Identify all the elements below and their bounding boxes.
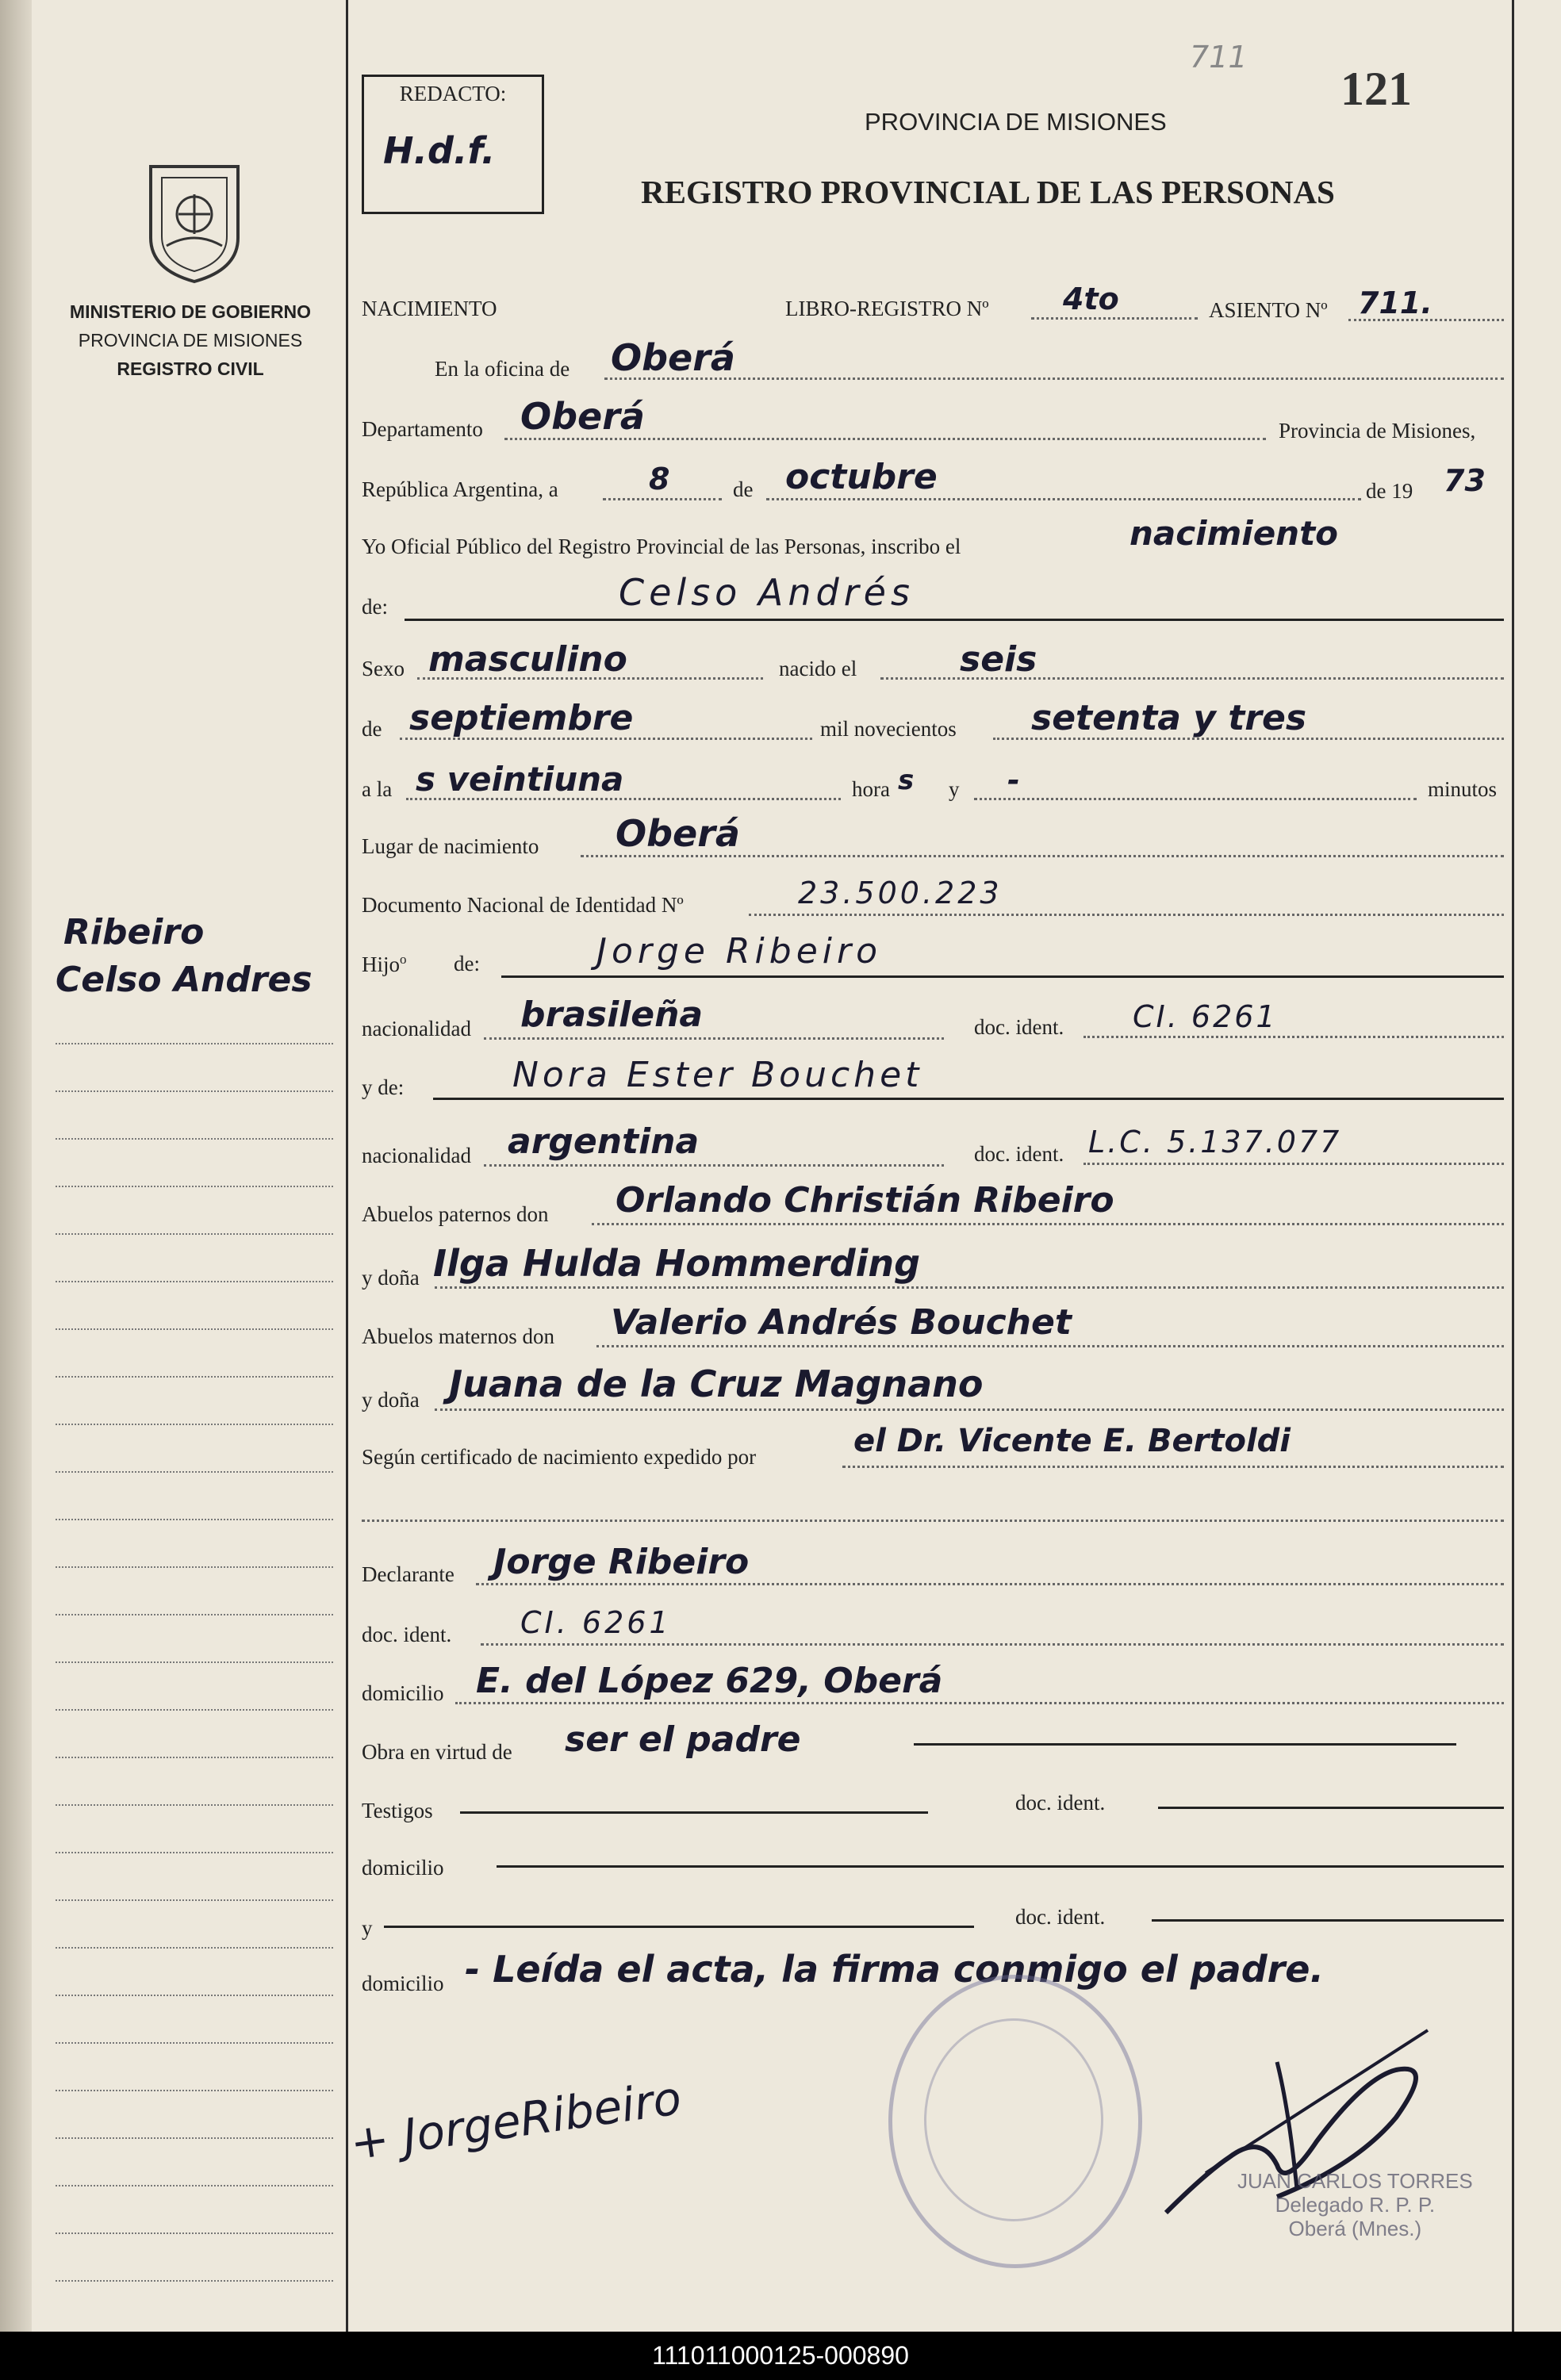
redacto-initials: H.d.f.: [383, 129, 496, 172]
nac-padre-label: nacionalidad: [362, 1017, 471, 1041]
folio-handwritten: 711: [1190, 40, 1248, 75]
hora-suffix: s: [898, 765, 915, 796]
nacido-label: nacido el: [779, 657, 857, 680]
obra-label: Obra en virtud de: [362, 1740, 512, 1764]
obra-value: ser el padre: [565, 1719, 801, 1760]
de-label: de: [733, 477, 754, 501]
margin-surname: Ribeiro: [63, 912, 205, 952]
ministry-line3: REGISTRO CIVIL: [117, 358, 264, 379]
doc-madre-value: L.C. 5.137.077: [1088, 1125, 1342, 1159]
nombre-label: de:: [362, 595, 388, 619]
cert-label: Según certificado de nacimiento expedido por: [362, 1445, 757, 1469]
mes-value: octubre: [785, 457, 938, 497]
ministry-line1: MINISTERIO DE GOBIERNO: [69, 301, 312, 322]
mil-label: mil novecientos: [820, 717, 957, 741]
nac-madre-label: nacionalidad: [362, 1144, 471, 1167]
inscribo-value: nacimiento: [1130, 514, 1339, 553]
y-label: y: [949, 777, 960, 801]
folio-number: 121: [1340, 63, 1412, 115]
anio-nac-value: setenta y tres: [1031, 698, 1307, 738]
delegado-stamp: [1237, 2169, 1473, 2240]
declarante-label: Declarante: [362, 1562, 454, 1586]
madre-value: Nora Ester Bouchet: [512, 1055, 923, 1095]
provincial-seal-icon: [135, 151, 254, 286]
lugar-label: Lugar de nacimiento: [362, 834, 539, 858]
nacido-value: seis: [960, 639, 1037, 680]
cierre-text: - Leída el acta, la firma conmigo el padre.: [465, 1948, 1324, 1991]
redacto-label: REDACTO:: [399, 82, 507, 105]
minutos-value: -: [1007, 763, 1020, 798]
left-margin-rule: [346, 0, 348, 2332]
asiento-label: ASIENTO Nº: [1209, 298, 1328, 322]
de19-label: de 19: [1366, 479, 1413, 503]
registro-heading: REGISTRO PROVINCIAL DE LAS PERSONAS: [641, 174, 1335, 210]
declarante-value: Jorge Ribeiro: [493, 1542, 750, 1582]
redacto-box: [362, 75, 544, 214]
docdecl-value: CI. 6261: [520, 1605, 672, 1640]
asiento-value: 711.: [1358, 286, 1433, 320]
departamento-value: Oberá: [520, 395, 645, 438]
yde-label: y de:: [362, 1075, 405, 1099]
document-footer-code: 111011000125-000890: [0, 2332, 1561, 2380]
doc-padre-label: doc. ident.: [974, 1015, 1064, 1039]
ab-mat-value: Valerio Andrés Bouchet: [611, 1302, 1072, 1343]
nombre-value: Celso Andrés: [619, 571, 915, 614]
oficina-value: Oberá: [611, 336, 735, 379]
lugar-value: Oberá: [616, 812, 740, 855]
nac-madre-value: argentina: [508, 1121, 700, 1162]
margin-given-name: Celso Andres: [56, 960, 313, 1000]
republica-label: República Argentina, a: [362, 477, 558, 501]
padre-value: Jorge Ribeiro: [596, 931, 883, 972]
dni-label: Documento Nacional de Identidad Nº: [362, 893, 684, 917]
hijo-label: Hijo: [362, 952, 401, 976]
delegado-place: Oberá (Mnes.): [1288, 2217, 1422, 2240]
ab-mat-label: Abuelos maternos don: [362, 1324, 554, 1348]
ala-label: a la: [362, 777, 393, 801]
sexo-value: masculino: [428, 639, 627, 680]
ydona-label: y doña: [362, 1266, 420, 1290]
ministry-line2: PROVINCIA DE MISIONES: [78, 330, 303, 351]
declarante-signature: + JorgeRibeiro: [347, 2071, 685, 2171]
delegado-name: JUAN CARLOS TORRES: [1237, 2169, 1473, 2193]
mes-nac-value: septiembre: [409, 698, 634, 738]
testigos-domicilio-label: domicilio: [362, 1856, 444, 1880]
provincia-heading: PROVINCIA DE MISIONES: [865, 108, 1167, 136]
libro-label: LIBRO-REGISTRO Nº: [785, 297, 989, 320]
official-stamp: [888, 1975, 1142, 2268]
delegado-role: Delegado R. P. P.: [1275, 2193, 1436, 2217]
ab-pat-value: Orlando Christián Ribeiro: [616, 1180, 1114, 1221]
oficina-label: En la oficina de: [435, 357, 570, 381]
doc-padre-value: CI. 6261: [1133, 999, 1278, 1034]
libro-value: 4to: [1063, 282, 1119, 316]
docdecl-label: doc. ident.: [362, 1623, 452, 1646]
testigos-doc-label: doc. ident.: [1015, 1791, 1106, 1815]
domicilio-label: domicilio: [362, 1681, 444, 1705]
y2-label: y: [362, 1916, 373, 1940]
provincia-label: Provincia de Misiones,: [1279, 419, 1476, 443]
ab-pat-label: Abuelos paternos don: [362, 1202, 549, 1226]
domicilio-value: E. del López 629, Oberá: [476, 1661, 943, 1701]
hora-value: s veintiuna: [416, 760, 624, 799]
nacimiento-label: NACIMIENTO: [362, 297, 497, 320]
dia-value: 8: [649, 462, 670, 496]
oficial-text: Yo Oficial Público del Registro Provincial de las Personas, inscribo el: [362, 535, 961, 558]
hijo-de-label: de:: [454, 952, 480, 975]
departamento-label: Departamento: [362, 417, 483, 441]
testigos-label: Testigos: [362, 1799, 433, 1822]
dni-value: 23.500.223: [798, 876, 1003, 910]
minutos-label: minutos: [1428, 777, 1498, 801]
book-spine: [0, 0, 32, 2332]
nac-padre-value: brasileña: [520, 995, 704, 1035]
ab-pat-dona-value: Ilga Hulda Hommerding: [433, 1242, 921, 1285]
hijo-superscript: o: [400, 952, 407, 967]
anio-value: 73: [1444, 463, 1486, 498]
de2-label: de: [362, 717, 382, 741]
testigos2-doc-label: doc. ident.: [1015, 1905, 1106, 1929]
right-margin-rule: [1512, 0, 1514, 2332]
doc-madre-label: doc. ident.: [974, 1142, 1064, 1166]
sexo-label: Sexo: [362, 657, 405, 680]
hora-label: hora: [852, 777, 890, 801]
ydona2-label: y doña: [362, 1388, 420, 1412]
testigos2-domicilio-label: domicilio: [362, 1972, 444, 1995]
cert-value: el Dr. Vicente E. Bertoldi: [853, 1423, 1291, 1459]
ab-mat-dona-value: Juana de la Cruz Magnano: [449, 1362, 984, 1405]
